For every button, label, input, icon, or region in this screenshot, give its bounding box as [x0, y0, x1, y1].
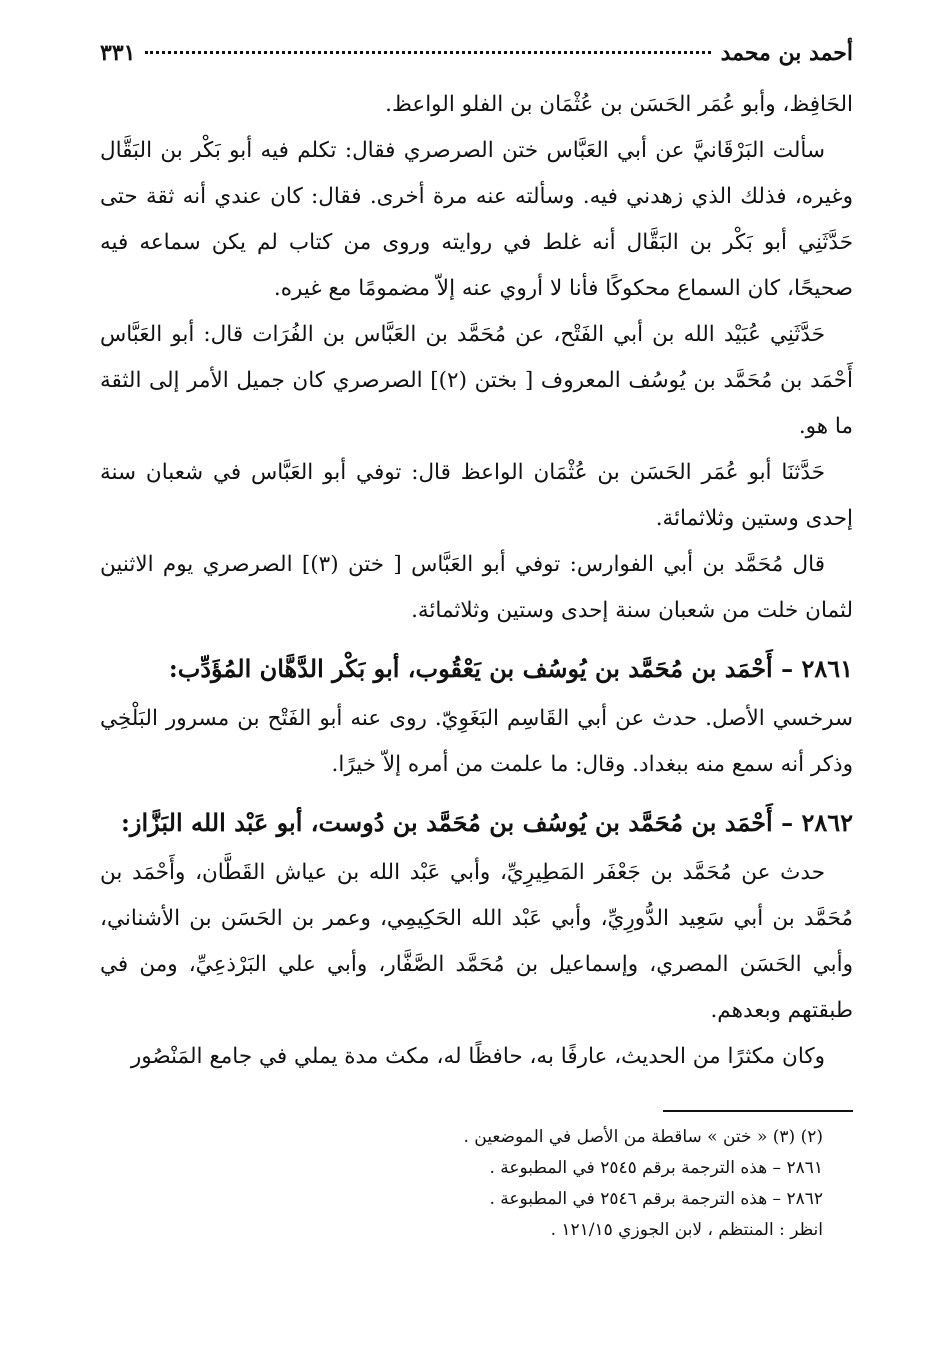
footnote-2: ٢٨٦١ – هذه الترجمة برقم ٢٥٤٥ في المطبوعة .	[489, 1158, 823, 1178]
footnote-1: (٢) (٣) « ختن » ساقطة من الأصل في الموضعين .	[463, 1127, 823, 1147]
entry-heading-2861: ٢٨٦١ – أَحْمَد بن مُحَمَّد بن يُوسُف بن يَعْقُوب، أبو بَكْر الدَّهَّان المُؤَدِّب:	[168, 654, 853, 683]
page-number: ٣٣١	[100, 40, 136, 66]
footnotes	[100, 1122, 853, 1246]
leader-dots	[145, 51, 710, 54]
running-header	[100, 40, 853, 82]
body-paragraph-1: الحَافِظ، وأبو عُمَر الحَسَن بن عُثْمَان بن الفلو الواعظ.	[385, 92, 853, 117]
footnote-3: ٢٨٦٢ – هذه الترجمة برقم ٢٥٤٦ في المطبوعة .	[489, 1189, 823, 1209]
body-paragraph-6: سرخسي الأصل. حدث عن أبي القَاسِم البَغَوِيّ. روى عنه أبو الفَتْح بن مسرور البَلْخِي وذكر أنه سمع منه ببغداد. وقال: ما علمت من أمره إلاّ خيرًا.	[100, 706, 853, 777]
body-paragraph-7: حدث عن مُحَمَّد بن جَعْفَر المَطِيرِيِّ، وأبي عَبْد الله بن عياش القَطَّان، وأَحْمَد بن مُحَمَّد بن أبي سَعِيد الدُّورِيِّ، وأبي عَبْد الله الحَكِيمِي، وعمر بن الحَسَن بن الأشناني، وأبي الحَسَن المصري، وإسماعيل بن مُحَمَّد الصَّفَّار، وأبي علي البَرْذعِيِّ، ومن في طبقتهم وبعدهم.	[100, 860, 853, 1023]
body-paragraph-8: وكان مكثرًا من الحديث، عارفًا به، حافظًا له، مكث مدة يملي في جامع المَنْصُور	[130, 1044, 825, 1069]
footnote-4: انظر : المنتظم ، لابن الجوزي ١٢١/١٥ .	[550, 1220, 823, 1240]
entry-heading-2862: ٢٨٦٢ – أَحْمَد بن مُحَمَّد بن يُوسُف بن مُحَمَّد بن دُوست، أبو عَبْد الله البَزَّاز:	[121, 808, 853, 837]
body-paragraph-4: حَدَّثنَا أبو عُمَر الحَسَن بن عُثْمَان الواعظ قال: توفي أبو العَبَّاس في شعبان سنة إحدى وستين وثلاثمائة.	[100, 460, 853, 531]
body-paragraph-5: قال مُحَمَّد بن أبي الفوارس: توفي أبو العَبَّاس [ ختن (٣)] الصرصري يوم الاثنين لثمان خلت من شعبان سنة إحدى وستين وثلاثمائة.	[100, 552, 853, 623]
body-paragraph-3: حَدَّثَنِي عُبَيْد الله بن أبي الفَتْح، عن مُحَمَّد بن العَبَّاس بن الفُرَات قال: أبو العَبَّاس أَحْمَد بن مُحَمَّد بن يُوسُف المعروف [ بختن (٢)] الصرصري كان جميل الأمر إلى الثقة ما هو.	[100, 322, 853, 439]
body-paragraph-2: سألت البَرْقَانيَّ عن أبي العَبَّاس ختن الصرصري فقال: تكلم فيه أبو بَكْر بن البَقَّال وغيره، فذلك الذي زهدني فيه. وسألته عنه مرة أخرى. فقال: كان عندي أنه ثقة حتى حَدَّثَنِي أبو بَكْر بن البَقَّال أنه غلط في روايته وروى من كتاب لم يكن سماعه فيه صحيحًا، كان السماع محكوكًا فأنا لا أروي عنه إلاّ مضمومًا مع غيره.	[100, 138, 853, 301]
footnote-separator	[663, 1110, 853, 1112]
running-header-title: أحمد بن محمد	[720, 40, 853, 66]
book-page	[100, 40, 853, 1326]
